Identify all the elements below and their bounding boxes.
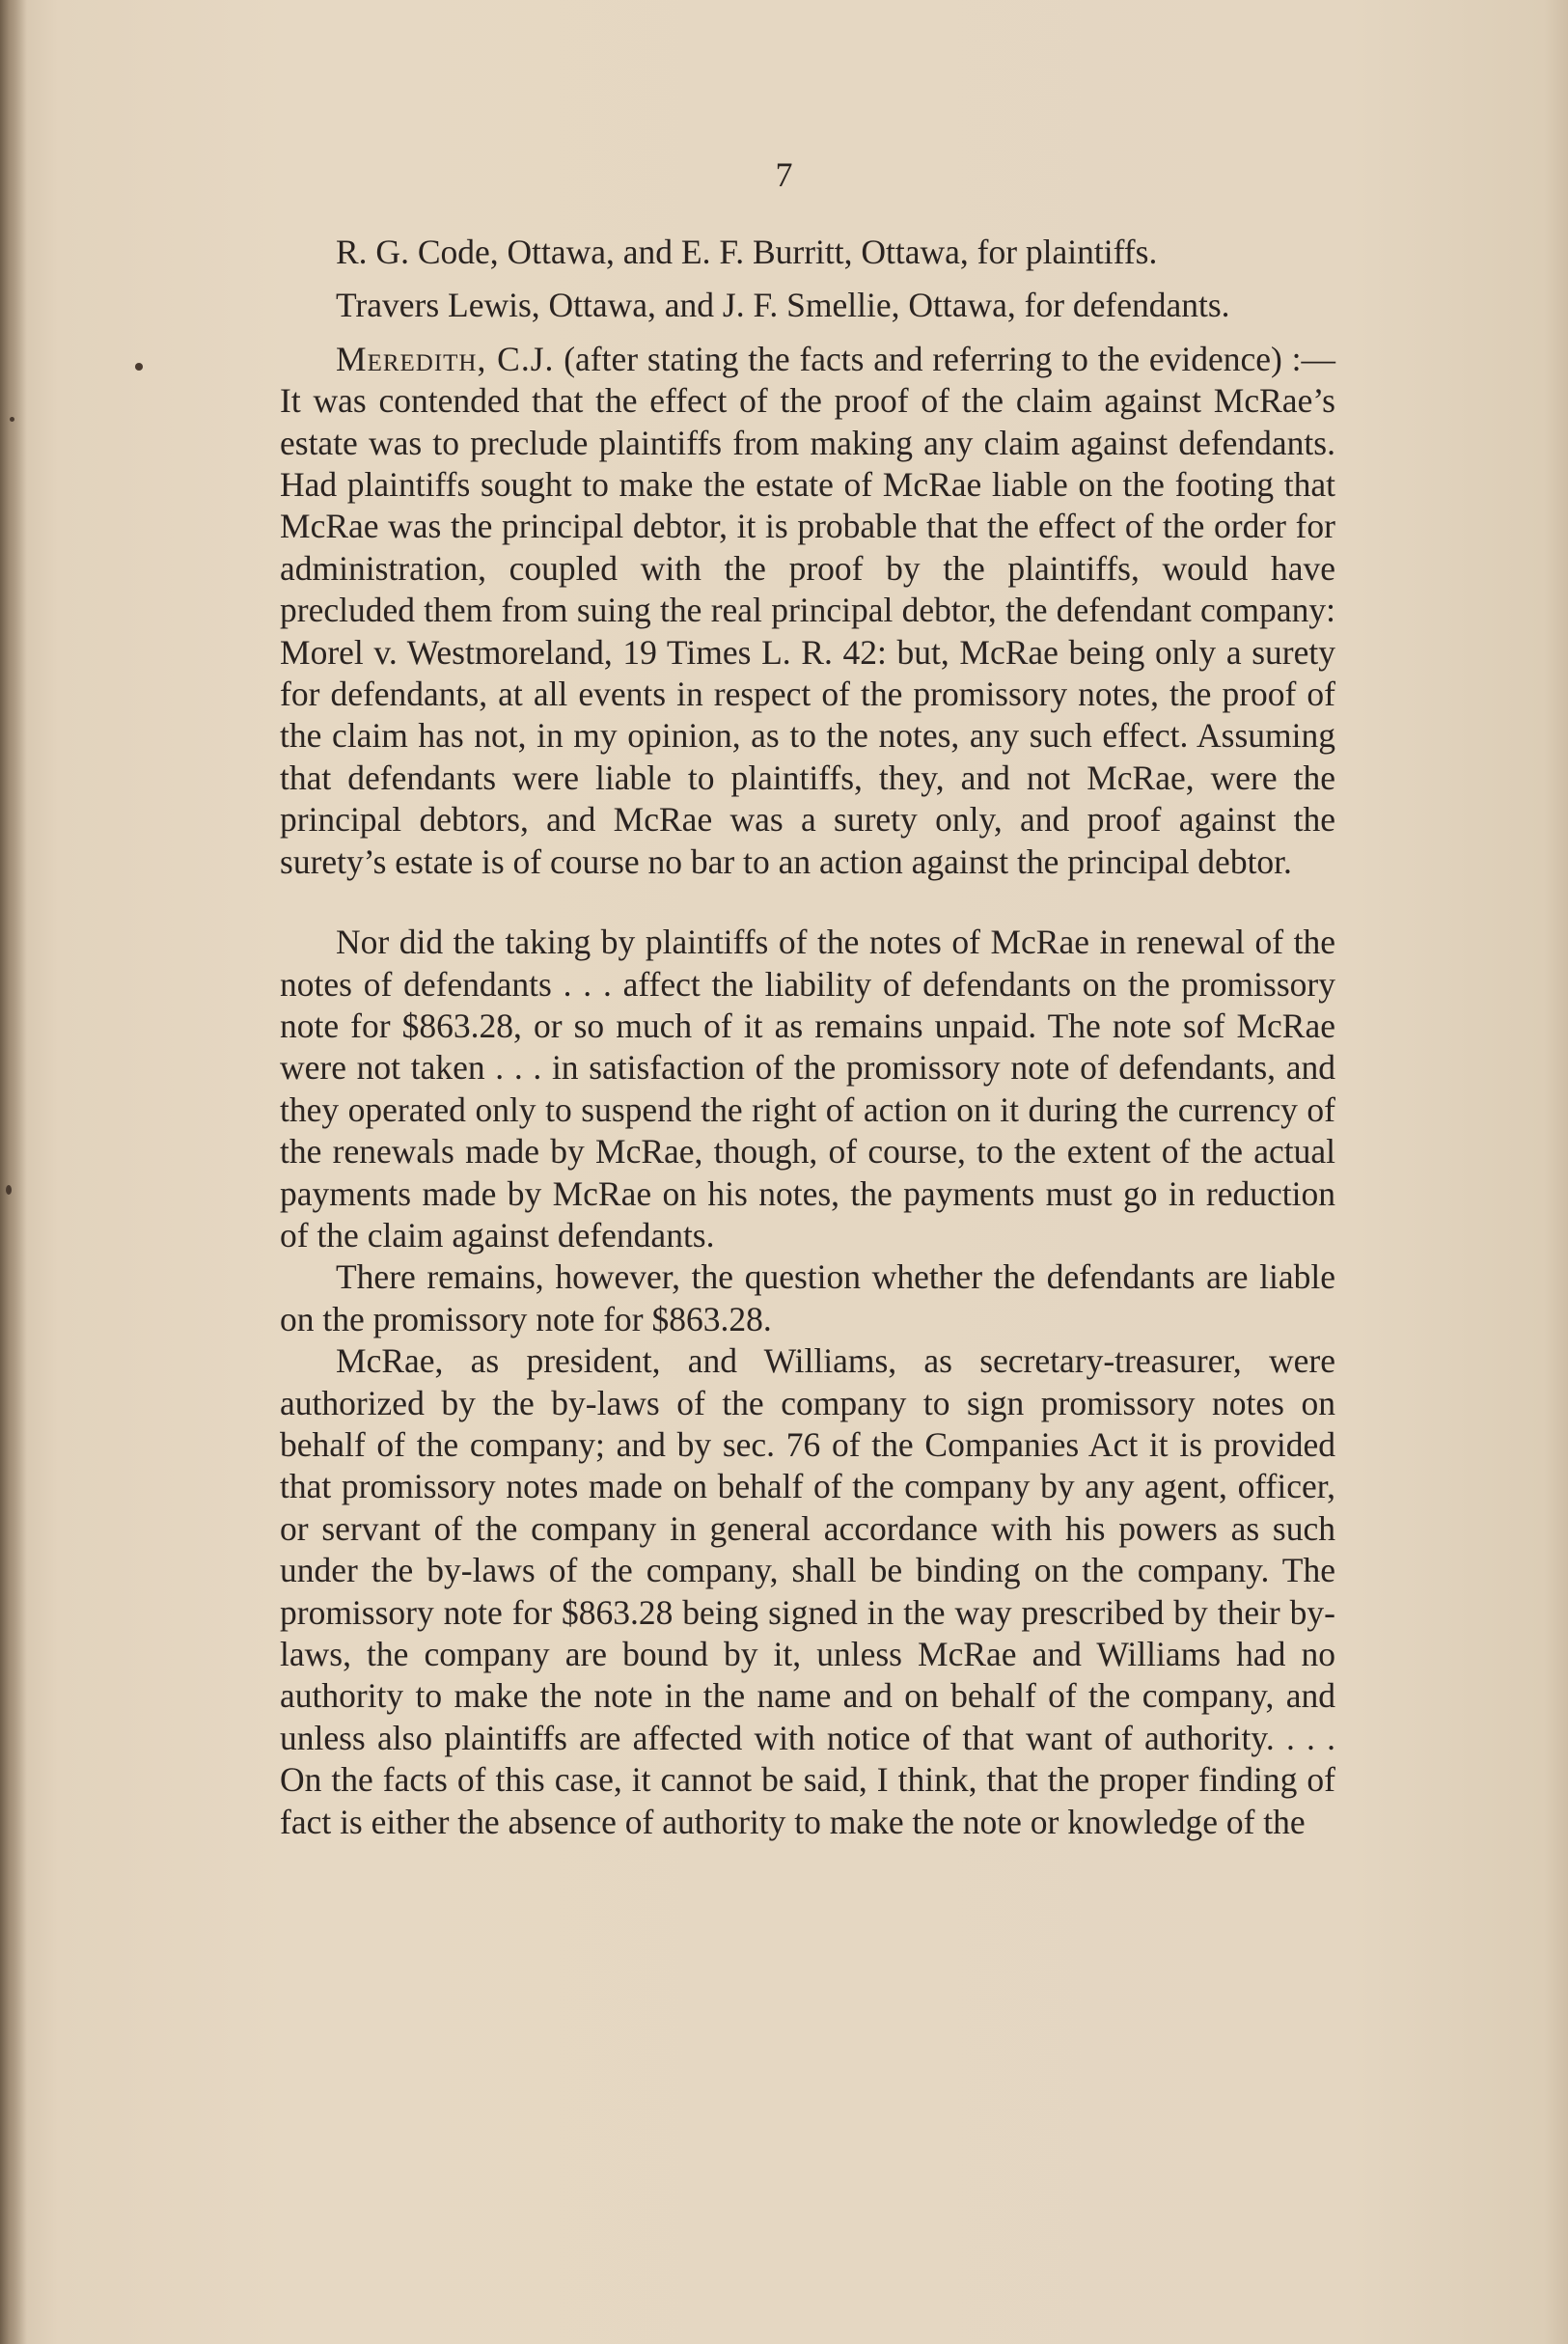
counsel-plaintiffs: R. G. Code, Ottawa, and E. F. Burritt, Ottawa, for plaintiffs.: [336, 233, 1158, 271]
ink-speck: [10, 417, 14, 422]
ink-speck: [6, 1185, 12, 1195]
judgment-paragraph-3: There remains, however, the question whether the defendants are liable on the promissory note for $863.28.: [280, 1257, 1335, 1338]
judgment-paragraph-2: Nor did the taking by plaintiffs of the notes of McRae in renewal of the notes of defendants . . . affect the liability of defendants on the promissory note for $863.28, or so much of it as remains unpaid. The note sof McRae were not taken . . . in satisfaction of the promissory note of defendants, and they operated only to suspend the right of action on it during the currency of the renewals made by McRae, though, of course, to the extent of the actual payments made by McRae on his notes, the payments must go in reduction of the claim against defendants.: [280, 923, 1335, 1255]
ink-speck: [135, 363, 143, 371]
body-text: [280, 232, 1335, 1843]
judgment-paragraph-4: McRae, as president, and Williams, as secretary-treasurer, were authorized by the by-laws of the company to sign promissory notes on behalf of the company; and by sec. 76 of the Companies Act it is provided that promissory notes made on behalf of the company by any agent, officer, or servant of the company in general accordance with his powers as such under the by-laws of the company, shall be binding on the company. The promissory note for $863.28 being signed in the way prescribed by their by-laws, the company are bound by it, unless McRae and Williams had no authority to make the note in the name and on behalf of the company, and unless also plaintiffs are affected with notice of that want of authority. . . . On the facts of this case, it cannot be said, I think, that the proper finding of fact is either the absence of authority to make the note or knowledge of the: [280, 1341, 1335, 1841]
judgment-paragraph-1: [280, 339, 1335, 883]
judgment-paragraph-1-text: (after stating the facts and referring to the evidence) :—It was contended that the effect of the proof of the claim against McRae’s estate was to preclude plaintiffs from making any claim against defendants. Had plaintiffs sought to make the estate of McRae liable on the footing that McRae was the principal debtor, it is probable that the effect of the order for administration, coupled with the proof by the plaintiffs, would have precluded them from suing the real principal debtor, the defendant company: Morel v. Westmoreland, 19 Times L. R. 42: but, McRae being only a surety for defendants, at all events in respect of the promissory notes, the proof of the claim has not, in my opinion, as to the notes, any such effect. Assuming that defendants were liable to plaintiffs, they, and not McRae, were the principal debtors, and McRae was a surety only, and proof against the surety’s estate is of course no bar to an action against the principal debtor.: [280, 339, 1335, 881]
page-number: 7: [775, 155, 793, 194]
counsel-defendants: Travers Lewis, Ottawa, and J. F. Smellie, Ottawa, for defendants.: [336, 286, 1230, 325]
judge-name: Meredith, C.J.: [336, 339, 555, 378]
binding-shadow: [0, 0, 27, 2344]
